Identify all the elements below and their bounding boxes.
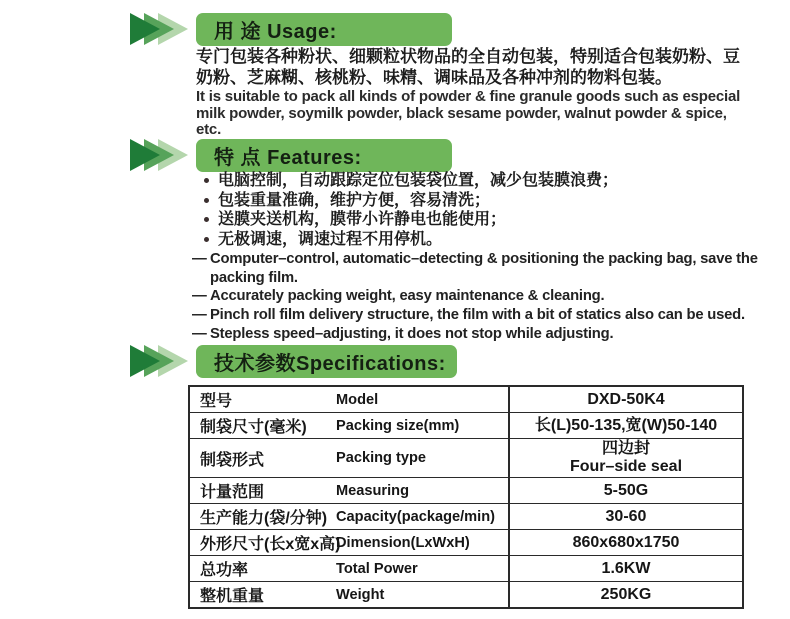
- spec-value: [509, 386, 743, 413]
- dash-bullet: —: [192, 325, 207, 342]
- spec-row: [189, 530, 743, 556]
- features-section-header: [130, 138, 452, 172]
- feature-text-zh: 电脑控制，自动跟踪定位包装袋位置，减少包装膜浪费；: [218, 172, 619, 189]
- spec-row: [189, 478, 743, 504]
- spec-label-en: Total Power: [330, 556, 509, 582]
- specs-title-pill: [196, 345, 457, 378]
- spec-row: [189, 556, 743, 582]
- feature-item-zh: [203, 191, 763, 211]
- feature-text-en: Computer–control, automatic–detecting & positioning the packing bag, save the packing film.: [210, 251, 758, 286]
- spec-label-zh: 整机重量: [189, 582, 330, 609]
- feature-text-en: Pinch roll film delivery structure, the film with a bit of statics also can be used.: [210, 307, 745, 324]
- bullet-dot-icon: [204, 217, 209, 222]
- spec-label-en: Capacity(package/min): [330, 504, 509, 530]
- feature-item-zh: [203, 210, 763, 230]
- spec-label-zh: 型号: [200, 393, 233, 410]
- spec-label-zh: 外形尺寸(长x宽x高): [189, 530, 330, 556]
- fast-forward-arrows-icon: [130, 12, 196, 46]
- spec-label-en: Measuring: [330, 478, 509, 504]
- usage-paragraph-en: It is suitable to pack all kinds of powder & fine granule goods such as especial milk powder, soymilk powder, black sesame powder, walnut powder & spice, etc.: [196, 88, 741, 138]
- spec-label-en: Packing type: [330, 439, 509, 478]
- specs-title: 技术参数Specifications:: [214, 352, 446, 375]
- spec-value: [509, 439, 743, 478]
- feature-item-en: [192, 306, 772, 325]
- spec-label-en: Packing size(mm): [330, 413, 509, 439]
- feature-text-en: Accurately packing weight, easy maintenance & cleaning.: [210, 288, 605, 305]
- spec-value: [509, 478, 743, 504]
- spec-label-zh: 总功率: [189, 556, 330, 582]
- spec-row: [189, 582, 743, 609]
- feature-item-zh: [203, 230, 763, 250]
- spec-row: [189, 439, 743, 478]
- feature-item-en: [192, 325, 772, 344]
- feature-item-zh: [203, 171, 763, 191]
- spec-value-line: 250KG: [600, 585, 652, 603]
- feature-text-zh: 无极调速，调速过程不用停机。: [218, 230, 443, 248]
- features-title-pill: [196, 139, 452, 172]
- features-title: 特 点 Features:: [214, 146, 362, 169]
- dash-bullet: —: [192, 288, 207, 305]
- spec-value-line: 1.6KW: [601, 559, 651, 577]
- spec-label-zh: 计量范围: [189, 478, 330, 504]
- spec-label-en: Dimension(LxWxH): [330, 530, 509, 556]
- feature-text-zh: 送膜夹送机构，膜带小许静电也能使用；: [218, 211, 507, 229]
- spec-row: [189, 504, 743, 530]
- specs-section-header: [130, 344, 457, 378]
- specs-table: [188, 385, 744, 609]
- dash-bullet: —: [192, 251, 207, 267]
- spec-value-line: 长(L)50-135,宽(W)50-140: [534, 416, 718, 434]
- spec-label-zh: 制袋尺寸(毫米): [189, 413, 330, 439]
- features-zh-list: [203, 171, 763, 249]
- feature-text-zh: 包装重量准确，维护方便，容易清洗；: [218, 191, 491, 209]
- bullet-dot-icon: [204, 237, 209, 242]
- spec-label-zh: 生产能力(袋/分钟): [189, 504, 330, 530]
- spec-value: [509, 530, 743, 556]
- spec-row: [189, 413, 743, 439]
- feature-item-en: [192, 250, 772, 287]
- feature-item-en: [192, 287, 772, 306]
- spec-value: [509, 504, 743, 530]
- specs-table-body: [189, 386, 743, 608]
- spec-value-line: DXD-50K4: [587, 390, 665, 408]
- bullet-dot-icon: [204, 178, 209, 183]
- fast-forward-arrows-icon: [130, 344, 196, 378]
- usage-section-header: [130, 12, 452, 46]
- spec-value-line: 5-50G: [603, 481, 649, 499]
- usage-text-block: [196, 47, 748, 139]
- spec-value: [509, 582, 743, 609]
- spec-value-line: 860x680x1750: [572, 533, 680, 551]
- fast-forward-arrows-icon: [130, 138, 196, 172]
- bullet-dot-icon: [204, 198, 209, 203]
- spec-label-en: Model: [336, 391, 379, 408]
- spec-label-en: Weight: [330, 582, 509, 609]
- dash-bullet: —: [192, 307, 207, 324]
- usage-paragraph-zh: 专门包装各种粉状、细颗粒状物品的全自动包装，特别适合包装奶粉、豆奶粉、芝麻糊、核桃粉、味精、调味品及各种冲剂的物料包装。: [196, 47, 740, 87]
- feature-text-en: Stepless speed–adjusting, it does not stop while adjusting.: [210, 325, 614, 342]
- spec-value-line: 30-60: [605, 507, 647, 525]
- spec-value: [509, 556, 743, 582]
- spec-label-zh: 制袋形式: [189, 439, 330, 478]
- spec-value-line: Four–side seal: [569, 458, 683, 475]
- features-en-list: [192, 250, 772, 344]
- usage-title: 用 途 Usage:: [214, 20, 337, 43]
- spec-value-line: 四边封: [601, 440, 650, 457]
- spec-value: [509, 413, 743, 439]
- spec-row: [189, 386, 743, 413]
- usage-title-pill: [196, 13, 452, 46]
